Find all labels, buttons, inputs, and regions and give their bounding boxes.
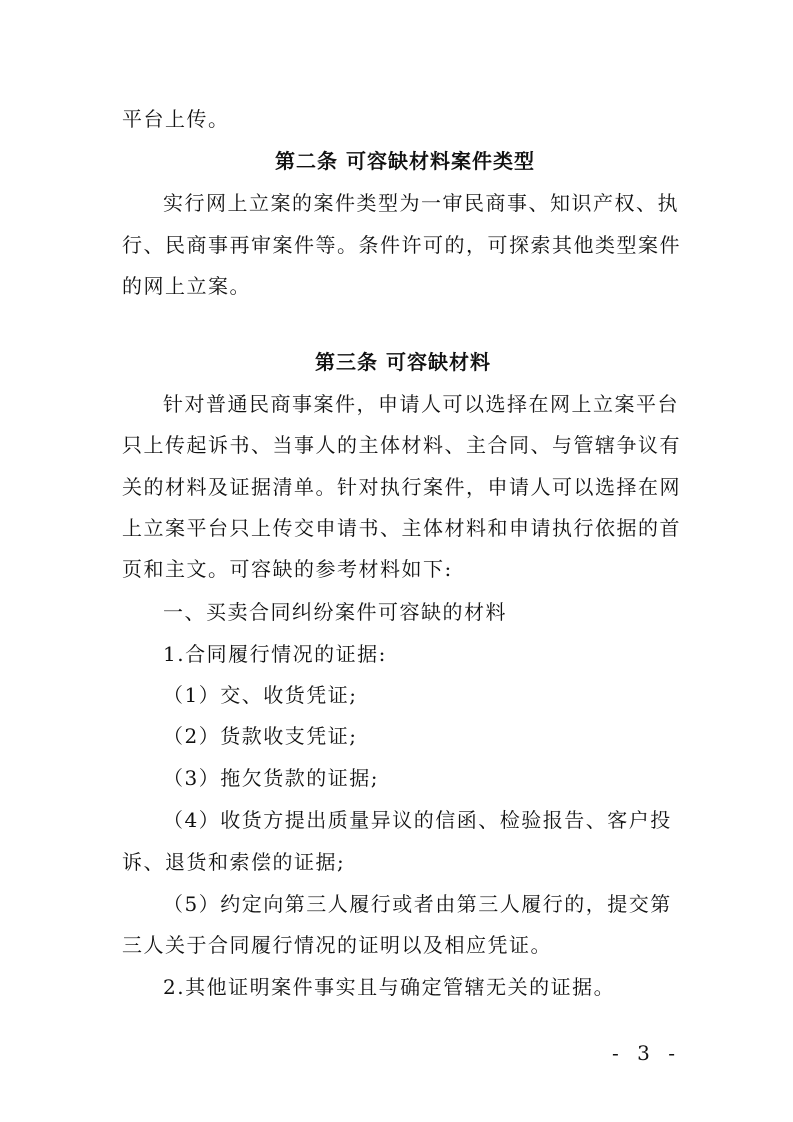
paragraph-line: 平台上传。 (122, 107, 230, 131)
paragraph-line: 实行网上立案的案件类型为一审民商事、知识产权、执 (163, 191, 679, 215)
paragraph-line: 上立案平台只上传交申请书、主体材料和申请执行依据的首 (122, 516, 681, 540)
list-item: （2）货款收支凭证; (163, 724, 358, 748)
list-item: （5）约定向第三人履行或者由第三人履行的，提交第 (163, 892, 672, 916)
paragraph-line: 只上传起诉书、当事人的主体材料、主合同、与管辖争议有 (122, 433, 681, 457)
list-item: 2.其他证明案件事实且与确定管辖无关的证据。 (163, 975, 616, 999)
list-item-continuation: 诉、退货和索偿的证据; (122, 850, 346, 874)
paragraph-line: 关的材料及证据清单。针对执行案件，申请人可以选择在网 (122, 475, 681, 499)
list-item-continuation: 三人关于合同履行情况的证明以及相应凭证。 (122, 933, 552, 957)
list-item: 1.合同履行情况的证据: (163, 642, 387, 666)
paragraph-line: 行、民商事再审案件等。条件许可的，可探索其他类型案件 (122, 233, 681, 257)
section-heading-article-2: 第二条 可容缺材料案件类型 (275, 149, 535, 173)
paragraph-line: 页和主文。可容缺的参考材料如下: (122, 557, 453, 581)
list-heading: 一、买卖合同纠纷案件可容缺的材料 (163, 600, 507, 624)
list-item: （4）收货方提出质量异议的信函、检验报告、客户投 (163, 808, 672, 832)
section-heading-article-3: 第三条 可容缺材料 (315, 350, 491, 374)
page-number: - 3 - (612, 1041, 681, 1065)
paragraph-line: 的网上立案。 (122, 274, 251, 298)
paragraph-line: 针对普通民商事案件，申请人可以选择在网上立案平台 (163, 392, 679, 416)
list-item: （1）交、收货凭证; (163, 683, 358, 707)
list-item: （3）拖欠货款的证据; (163, 766, 379, 790)
